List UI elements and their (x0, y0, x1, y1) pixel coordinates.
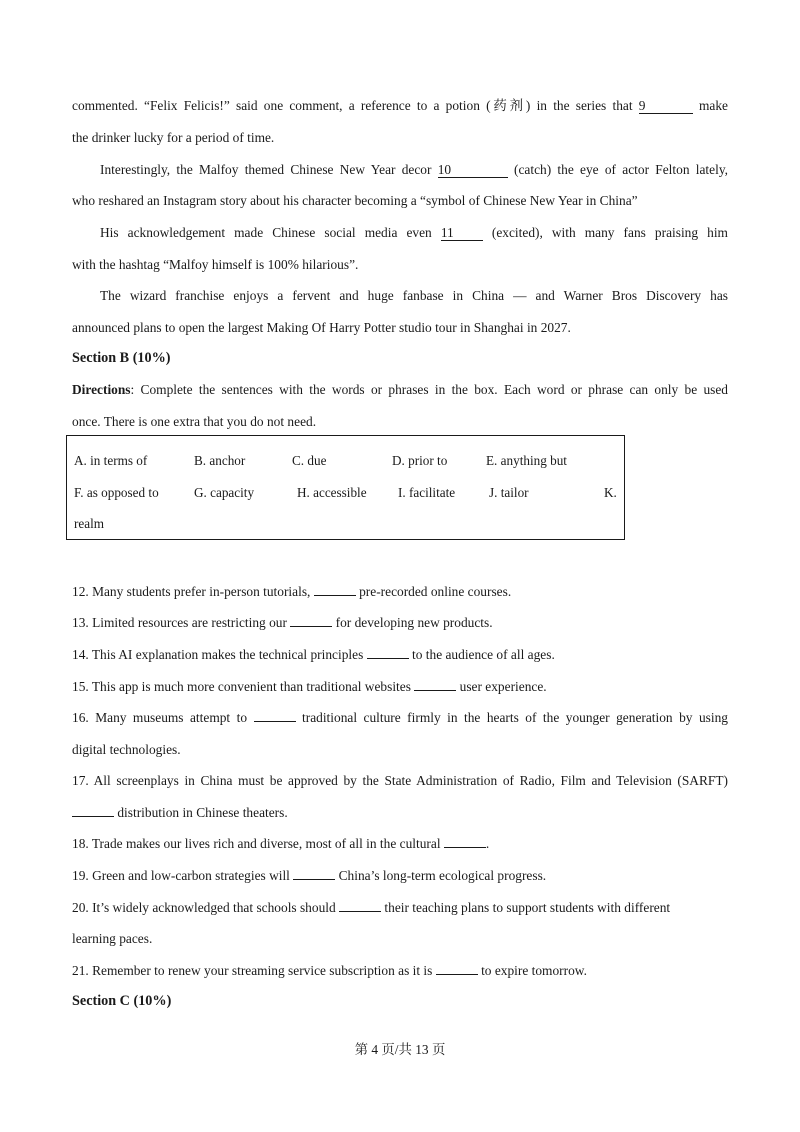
question-text: 21. Remember to renew your streaming service subscription as it is (72, 963, 433, 978)
directions-label: Directions (72, 382, 131, 397)
question-18 (72, 836, 489, 852)
question-17-cont (72, 805, 288, 821)
passage-text: Interestingly, the Malfoy themed Chinese New Year decor (100, 162, 432, 177)
passage-line: with the hashtag “Malfoy himself is 100% hilarious”. (72, 257, 359, 272)
option-g: G. capacity (194, 485, 255, 500)
question-14 (72, 647, 555, 663)
option-k-word: realm (74, 516, 105, 531)
question-21 (72, 963, 587, 979)
question-text: to expire tomorrow. (481, 963, 587, 978)
answer-blank-12[interactable] (314, 595, 356, 596)
answer-blank-16[interactable] (254, 721, 296, 722)
blank-11[interactable]: 11 (441, 226, 483, 241)
passage-line: announced plans to open the largest Making Of Harry Potter studio tour in Shanghai in 2027. (72, 320, 571, 335)
blank-9[interactable]: 9 (639, 99, 693, 114)
question-19 (72, 868, 546, 884)
page-number: 第 4 页/共 13 页 (354, 1042, 446, 1057)
passage-text: (catch) the eye of actor Felton lately, (514, 162, 728, 177)
question-13 (72, 615, 493, 631)
passage-line (100, 225, 728, 241)
question-text: China’s long-term ecological progress. (338, 868, 547, 883)
question-12 (72, 584, 511, 600)
answer-blank-19[interactable] (293, 879, 335, 880)
option-h: H. accessible (297, 485, 367, 500)
word-box (66, 435, 625, 540)
option-j: J. tailor (489, 485, 529, 500)
option-e: E. anything but (486, 453, 567, 468)
question-20 (72, 900, 670, 916)
question-text: 14. This AI explanation makes the technical principles (72, 647, 364, 662)
question-text: 19. Green and low-carbon strategies will (72, 868, 290, 883)
question-text: pre-recorded online courses. (359, 584, 512, 599)
answer-blank-14[interactable] (367, 658, 409, 659)
question-text: . (485, 836, 490, 851)
option-i: I. facilitate (398, 485, 456, 500)
question-16-cont: digital technologies. (72, 742, 181, 757)
answer-blank-18[interactable] (444, 847, 486, 848)
passage-line: who reshared an Instagram story about his character becoming a “symbol of Chinese New Year in China” (72, 193, 638, 208)
question-text: traditional culture firmly in the hearts of the younger generation by using (302, 710, 728, 725)
question-text: 15. This app is much more convenient than traditional websites (72, 679, 411, 694)
passage-line: the drinker lucky for a period of time. (72, 130, 275, 145)
passage-line (100, 162, 728, 178)
question-text: to the audience of all ages. (412, 647, 555, 662)
question-text: 12. Many students prefer in-person tutorials, (72, 584, 311, 599)
answer-blank-20[interactable] (339, 911, 381, 912)
passage-text: commented. “Felix Felicis!” said one comment, a reference to a potion (药剂) in the series that (72, 98, 633, 113)
question-16 (72, 710, 728, 726)
option-b: B. anchor (194, 453, 246, 468)
question-20-cont: learning paces. (72, 931, 153, 946)
answer-blank-13[interactable] (290, 626, 332, 627)
passage-line: The wizard franchise enjoys a fervent and huge fanbase in China — and Warner Bros Discovery has (100, 288, 728, 303)
directions-line: once. There is one extra that you do not need. (72, 414, 317, 429)
question-text: 20. It’s widely acknowledged that schools should (72, 900, 336, 915)
question-text: their teaching plans to support students with different (384, 900, 671, 915)
question-text: 13. Limited resources are restricting our (72, 615, 287, 630)
question-17: 17. All screenplays in China must be approved by the State Administration of Radio, Film and Television (SARFT) (72, 773, 728, 788)
option-a: A. in terms of (74, 453, 148, 468)
answer-blank-21[interactable] (436, 974, 478, 975)
answer-blank-15[interactable] (414, 690, 456, 691)
directions-text: : Complete the sentences with the words or phrases in the box. Each word or phrase can only be used (130, 382, 728, 397)
directions-line (72, 382, 728, 398)
option-k: K. (604, 485, 617, 500)
question-text: 18. Trade makes our lives rich and diverse, most of all in the cultural (72, 836, 441, 851)
option-d: D. prior to (392, 453, 448, 468)
section-c-heading: Section C (10%) (72, 993, 172, 1009)
passage-text: make (699, 98, 728, 113)
option-c: C. due (292, 453, 327, 468)
passage-line (72, 98, 728, 114)
question-15 (72, 679, 547, 695)
question-text: user experience. (459, 679, 547, 694)
question-text: distribution in Chinese theaters. (117, 805, 288, 820)
question-text: for developing new products. (335, 615, 493, 630)
question-text: 16. Many museums attempt to (72, 710, 248, 725)
passage-text: (excited), with many fans praising him (491, 225, 728, 240)
option-f: F. as opposed to (74, 485, 159, 500)
passage-text: His acknowledgement made Chinese social media even (100, 225, 432, 240)
answer-blank-17[interactable] (72, 816, 114, 817)
section-b-heading: Section B (10%) (72, 350, 171, 366)
blank-10[interactable]: 10 (438, 163, 508, 178)
